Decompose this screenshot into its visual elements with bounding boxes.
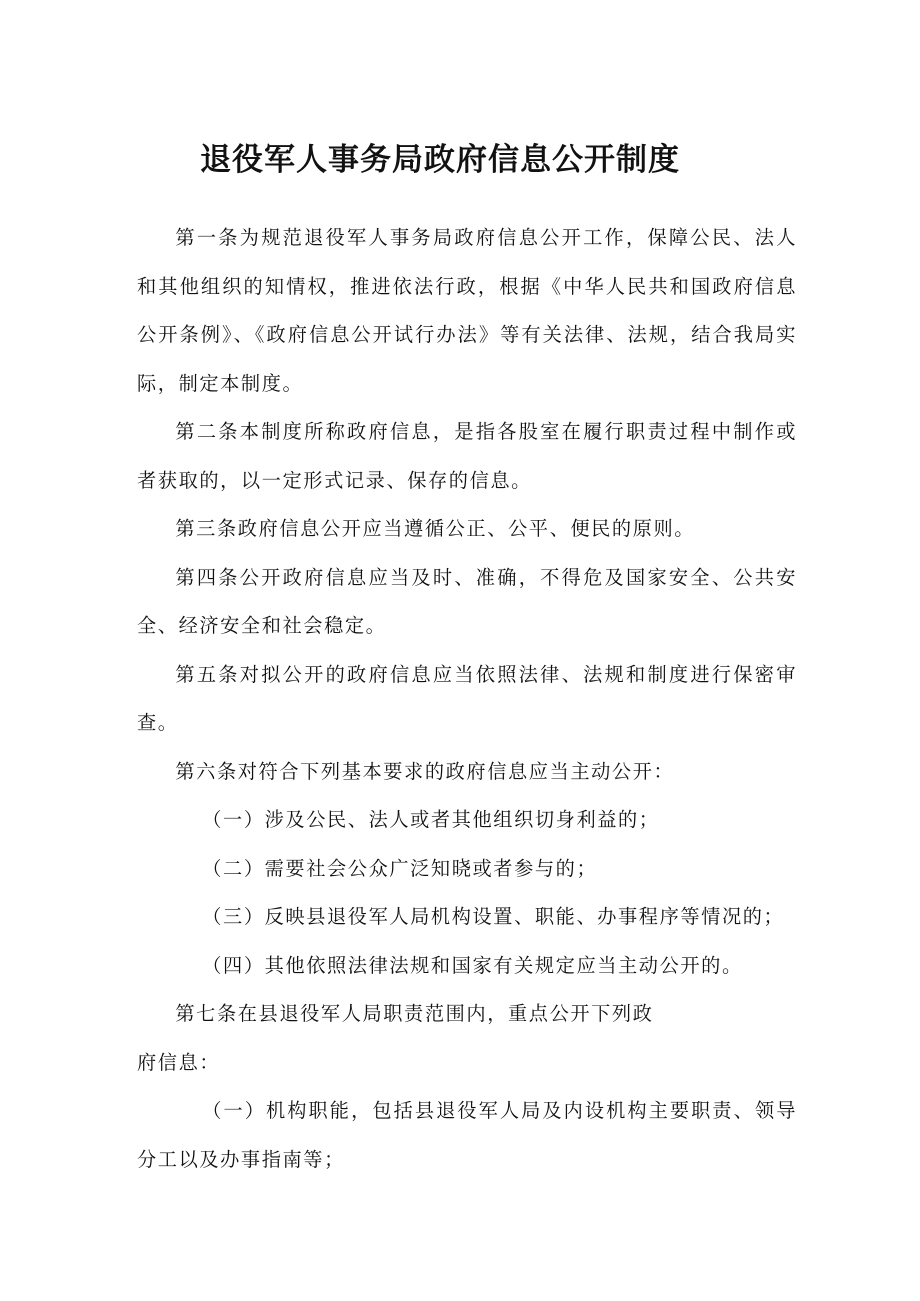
article-1: 第一条为规范退役军人事务局政府信息公开工作，保障公民、法人和其他组织的知情权，推进依法行政，根据《中华人民共和国政府信息公开条例》、《政府信息公开试行办法》等有关法律、法规，结合我局实际，制定本制度。	[137, 226, 797, 395]
document-title: 退役军人事务局政府信息公开制度	[200, 142, 680, 178]
article-6-item-3: （三）反映县退役军人局机构设置、职能、办事程序等情况的；	[202, 905, 785, 928]
article-3: 第三条政府信息公开应当遵循公正、公平、便民的原则。	[175, 517, 696, 540]
article-4: 第四条公开政府信息应当及时、准确，不得危及国家安全、公共安全、经济安全和社会稳定。	[137, 565, 797, 637]
article-7-item-1: （一）机构职能，包括县退役军人局及内设机构主要职责、领导分工以及办事指南等；	[137, 1099, 797, 1171]
article-6-item-1: （一）涉及公民、法人或者其他组织切身利益的；	[202, 808, 660, 831]
article-6: 第六条对符合下列基本要求的政府信息应当主动公开：	[175, 759, 675, 783]
article-7-line-1: 第七条在县退役军人局职责范围内，重点公开下列政	[175, 1002, 654, 1025]
article-6-item-4: （四）其他依照法律法规和国家有关规定应当主动公开的。	[202, 953, 743, 977]
article-7	[137, 990, 797, 1087]
article-5: 第五条对拟公开的政府信息应当依照法律、法规和制度进行保密审查。	[137, 662, 797, 734]
article-7-line-2: 府信息：	[137, 1050, 221, 1074]
article-6-item-2: （二）需要社会公众广泛知晓或者参与的；	[202, 856, 598, 880]
article-2: 第二条本制度所称政府信息，是指各股室在履行职责过程中制作或者获取的，以一定形式记录、保存的信息。	[137, 420, 797, 492]
document-body	[137, 214, 797, 1184]
